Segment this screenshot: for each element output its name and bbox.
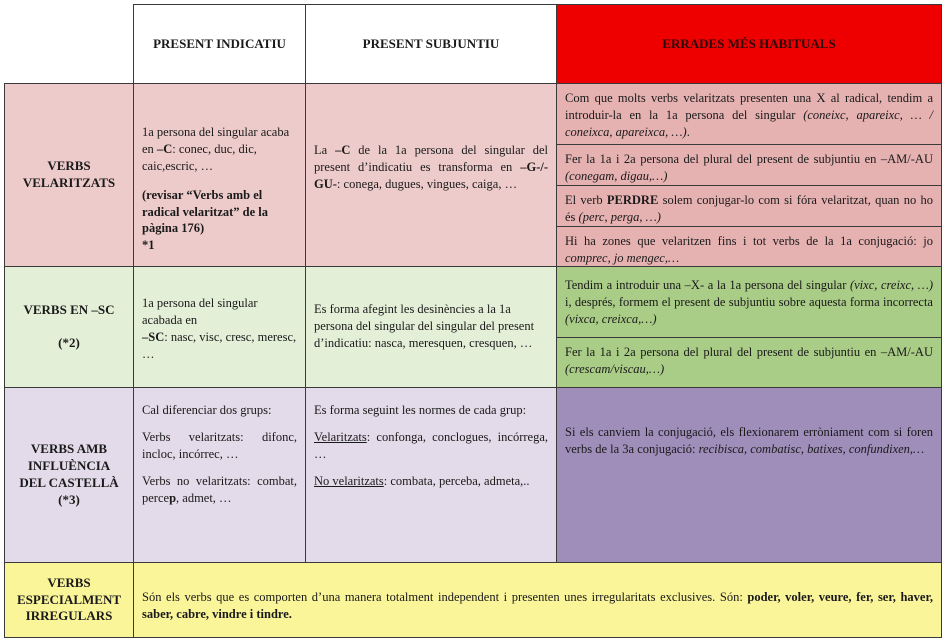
verb-list: poder, voler, veure, fer, ser, haver, saber, cabre, vindre i tindre. bbox=[142, 590, 933, 621]
sc-error-2 bbox=[556, 337, 942, 388]
error-examples: recibisca, combatisc, batixes, confundixen,… bbox=[698, 441, 925, 456]
text: 1a persona del singular acaba en bbox=[142, 125, 290, 156]
examples: : conec, duc, dic, caic,escric, … bbox=[142, 141, 257, 173]
header-empty-cell bbox=[4, 4, 134, 84]
error-text: i, després, formem el present de subjuntiu sobre aquesta forma incorrecta bbox=[565, 294, 933, 309]
text: de la 1a persona del singular del present d’indicatiu es transforma en bbox=[314, 143, 548, 174]
ending-bold: –C bbox=[156, 141, 173, 156]
text: Verbs no velaritzats: combat, perce bbox=[142, 473, 297, 505]
row-ref: (*2) bbox=[58, 335, 80, 350]
header-present-indicatiu bbox=[133, 4, 306, 84]
error-examples: (conegam, digau,…) bbox=[565, 168, 668, 183]
castella-error-1 bbox=[557, 388, 941, 464]
velaritzats-subjuntiu bbox=[305, 83, 557, 267]
sc-indicatiu-rule: 1a persona del singular acabada en bbox=[142, 296, 258, 327]
ending-bold: –SC bbox=[142, 329, 165, 344]
text: , admet, … bbox=[176, 490, 232, 505]
row-title-text: VERBS EN –SC bbox=[23, 302, 115, 318]
description-text: Són els verbs que es comporten d’una manera totalment independent i presenten unes irregularitats exclusives. Són: bbox=[142, 590, 748, 604]
velaritzats-subjuntiu-rule bbox=[314, 142, 548, 193]
row-title-text: DEL CASTELLÀ bbox=[19, 475, 119, 490]
velaritzats-error-3 bbox=[556, 185, 942, 227]
row-title-text: ESPECIALMENT bbox=[16, 591, 122, 607]
velaritzats-ref: *1 bbox=[142, 238, 155, 253]
row-title-irregulars bbox=[4, 562, 134, 638]
castella-subj-velaritzats bbox=[314, 429, 548, 463]
velaritzats-indicatiu-rule bbox=[142, 124, 297, 175]
error-text: Si els canviem la conjugació, els flexionarem erròniament com si foren verbs de la 3a conjugació: bbox=[565, 425, 933, 456]
row-title-text: INFLUÈNCIA bbox=[27, 458, 111, 474]
castella-groups-intro: Cal diferenciar dos grups: bbox=[142, 403, 272, 417]
error-text: solem conjugar-lo com si fóra velaritzat, quan no ho és bbox=[565, 193, 933, 224]
error-text: Tendim a introduir una –X- a la 1a persona del singular bbox=[565, 278, 850, 292]
velaritzats-note bbox=[142, 187, 297, 238]
examples: : confonga, conclogues, incórrega, … bbox=[314, 429, 548, 461]
error-text: Hi ha zones que velaritzen fins i tot verbs de la 1a conjugació: jo bbox=[565, 234, 933, 248]
castella-subjuntiu bbox=[305, 387, 557, 563]
velaritzats-error-2 bbox=[556, 144, 942, 186]
castella-no-velaritzats bbox=[142, 473, 297, 507]
text: La bbox=[314, 143, 336, 157]
castella-velaritzats: Verbs velaritzats: difonc, incloc, incórrec, … bbox=[142, 429, 297, 461]
header-label: ERRADES MÉS HABITUALS bbox=[662, 36, 836, 51]
error-text: Fer la 1a i 2a persona del plural del present de subjuntiu en –AM/-AU bbox=[565, 345, 933, 359]
error-text-end: . bbox=[686, 124, 690, 139]
error-examples: (vixc, creixc, …) bbox=[849, 278, 934, 292]
ending-bold: –G-/-GU- bbox=[314, 159, 548, 191]
row-title-text: VERBS AMB bbox=[30, 441, 108, 457]
sc-error-1 bbox=[556, 266, 942, 338]
error-text: Fer la 1a i 2a persona del plural del present de subjuntiu en –AM/-AU bbox=[565, 152, 933, 166]
header-label: PRESENT INDICATIU bbox=[153, 36, 286, 51]
velaritzats-error-1 bbox=[556, 83, 942, 145]
error-examples: (crescam/viscau,…) bbox=[565, 361, 665, 376]
sc-indicatiu bbox=[133, 266, 306, 388]
note-text: (revisar “Verbs amb el radical velaritzat” de la pàgina 176) bbox=[142, 187, 269, 236]
row-title-castella bbox=[4, 387, 134, 563]
sc-subjuntiu-rule: Es forma afegint les desinències a la 1a persona del singular del singular del present d’indicatiu: nasca, meresquen, cresquen, … bbox=[314, 302, 535, 350]
row-ref: (*3) bbox=[58, 491, 80, 507]
header-present-subjuntiu bbox=[305, 4, 557, 84]
examples: : combata, perceba, admeta,.. bbox=[383, 473, 530, 488]
examples: : nasc, visc, cresc, meresc, … bbox=[142, 329, 297, 361]
examples: : conega, dugues, vingues, caiga, … bbox=[336, 176, 518, 191]
velaritzats-error-4 bbox=[556, 226, 942, 267]
error-examples: (vixca, creixca,…) bbox=[565, 311, 657, 326]
row-title-text: VERBS VELARITZATS bbox=[22, 158, 116, 190]
header-label: PRESENT SUBJUNTIU bbox=[362, 36, 500, 51]
group-label: No velaritzats bbox=[314, 473, 384, 488]
castella-subjuntiu-rule: Es forma seguint les normes de cada grup: bbox=[314, 403, 527, 417]
castella-indicatiu bbox=[133, 387, 306, 563]
letter-bold: p bbox=[169, 490, 177, 505]
header-errades bbox=[556, 4, 942, 84]
error-examples: (coneixc, apareixc, … / coneixca, apareixca, …) bbox=[565, 107, 933, 139]
sc-indicatiu-examples bbox=[142, 329, 297, 363]
ending-bold: –C bbox=[335, 143, 351, 157]
error-text: Com que molts verbs velaritzats presenten una X al radical, tendim a introduir-la en la 1a persona del singular bbox=[565, 91, 933, 122]
row-title-velaritzats bbox=[4, 83, 134, 267]
castella-subj-no-velaritzats bbox=[314, 473, 548, 490]
castella-errors bbox=[556, 387, 942, 563]
error-text: El verb bbox=[565, 193, 607, 207]
error-examples: comprec, jo mengec,… bbox=[565, 250, 680, 265]
row-title-text: VERBS bbox=[47, 574, 91, 590]
row-title-text: IRREGULARS bbox=[25, 608, 113, 624]
error-examples: (perc, perga, …) bbox=[578, 209, 661, 224]
sc-subjuntiu bbox=[305, 266, 557, 388]
velaritzats-indicatiu bbox=[133, 83, 306, 267]
row-title-sc bbox=[4, 266, 134, 388]
irregulars-description bbox=[133, 562, 942, 638]
verb-bold: PERDRE bbox=[606, 193, 659, 207]
group-label: Velaritzats bbox=[314, 429, 367, 444]
